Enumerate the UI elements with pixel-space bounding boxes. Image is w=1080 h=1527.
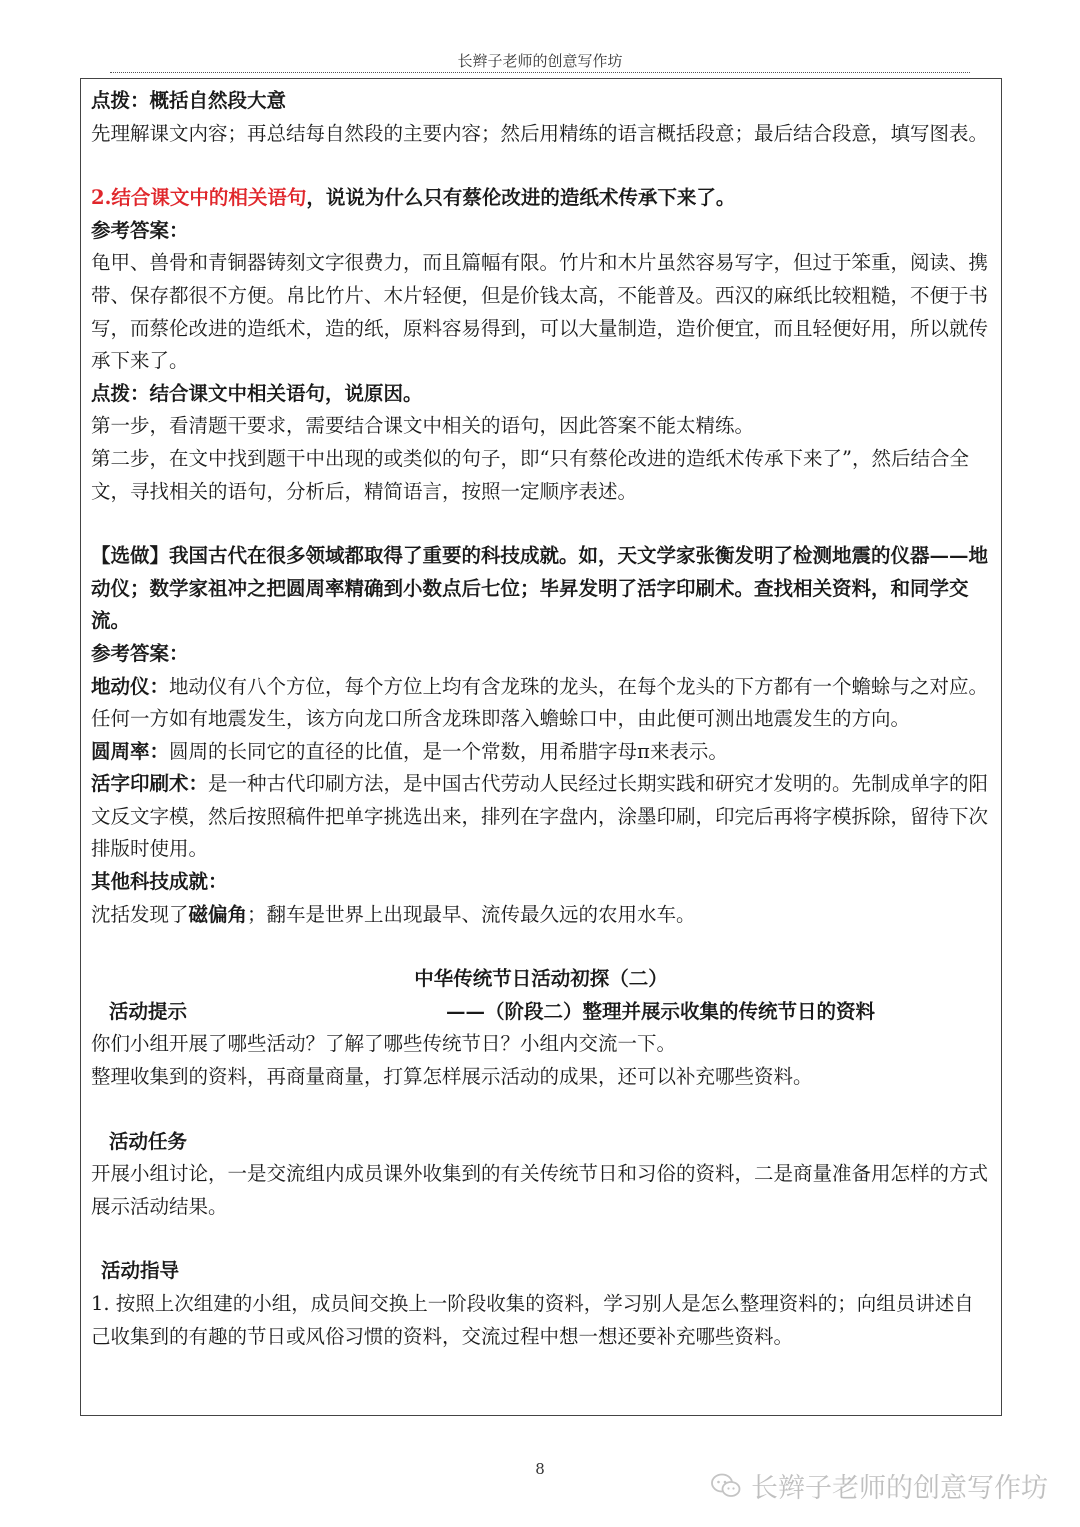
activity-tip-line-1: 你们小组开展了哪些活动？了解了哪些传统节日？小组内交流一下。	[91, 1032, 677, 1056]
spacer	[91, 1094, 991, 1126]
spacer	[91, 931, 991, 963]
hint-title: 结合课文中相关语句，说原因。	[149, 381, 423, 405]
watermark-text: 长辫子老师的创意写作坊	[751, 1473, 1048, 1504]
activity-tip-line-2: 整理收集到的资料，再商量商量，打算怎样展示活动的成果，还可以补充哪些资料。	[91, 1065, 813, 1089]
hint-label: 点拨：	[91, 381, 150, 405]
activity-guide-text: 1. 按照上次组建的小组，成员间交换上一阶段收集的资料，学习别人是怎么整理资料的；向组员讲述自己收集到的有趣的节日或风俗习惯的资料，交流过程中想一想还要补充哪些资料。	[91, 1292, 974, 1348]
activity-title: 中华传统节日活动初探（二）	[414, 967, 668, 991]
hint-step-1: 第一步，看清题干要求，需要结合课文中相关的语句，因此答案不能太精练。	[91, 414, 755, 438]
hint-step-2: 第二步，在文中找到题干中出现的或类似的句子，即“只有蔡伦改进的造纸术传承下来了”，然后结合全文，寻找相关的语句，分析后，精简语言，按照一定顺序表述。	[91, 446, 969, 503]
watermark	[711, 1466, 1048, 1505]
page-number: 8	[535, 1460, 545, 1478]
answer-text-2: 龟甲、兽骨和青铜器铸刻文字很费力，而且篇幅有限。竹片和木片虽然容易写字，但过于笨重，阅读、携带、保存都很不方便。帛比竹片、木片轻便，但是价钱太高，不能普及。西汉的麻纸比较粗糙，不便于书写，而蔡伦改进的造纸术，造的纸，原料容易得到，可以大量制造，造价便宜，而且轻便好用，所以就传承下来了。	[91, 251, 989, 373]
question-2	[91, 182, 991, 215]
activity-task-heading: 活动任务	[109, 1129, 188, 1153]
header-divider	[110, 72, 970, 73]
item-text: 地动仪有八个方位，每个方位上均有含龙珠的龙头，在每个龙头的下方都有一个蟾蜍与之对应。任何一方如有地震发生，该方向龙口所含龙珠即落入蟾蜍口中，由此便可测出地震发生的方向。	[91, 674, 989, 731]
content-frame	[80, 78, 1002, 1416]
answer-item-pi	[91, 736, 991, 769]
item-text: 是一种古代印刷方法，是中国古代劳动人民经过长期实践和研究才发明的。先制成单字的阳文反文字模，然后按照稿件把单字挑选出来，排列在字盘内，涂墨印刷，印完后再将字模拆除，留待下次排版时使用。	[91, 772, 989, 861]
activity-task-text: 开展小组讨论，一是交流组内成员课外收集到的有关传统节日和习俗的资料，二是商量准备用怎样的方式展示活动结果。	[91, 1162, 989, 1218]
other-pre: 沈括发现了	[91, 902, 189, 926]
answer-label-2: 参考答案：	[91, 218, 189, 242]
hint-title: 概括自然段大意	[149, 89, 287, 112]
question-2-highlight: 2.结合课文中的相关语句	[91, 186, 307, 210]
activity-tip-row	[91, 996, 991, 1029]
answer-item-printing	[91, 768, 991, 866]
item-label: 地动仪：	[91, 674, 170, 698]
other-bold: 磁偏角	[188, 902, 248, 926]
hint-heading-1	[91, 85, 991, 118]
hint-label: 点拨：	[91, 89, 150, 112]
question-2-rest: ，说说为什么只有蔡伦改进的造纸术传承下来了。	[306, 186, 736, 210]
page-header-title: 长辫子老师的创意写作坊	[457, 52, 623, 70]
answer-item-seismograph	[91, 671, 991, 736]
spacer	[91, 508, 991, 540]
hint-heading-2	[91, 378, 991, 411]
activity-tip-heading: 活动提示	[109, 999, 188, 1023]
activity-guide-heading: 活动指导	[101, 1259, 180, 1283]
item-label: 活字印刷术：	[91, 772, 209, 796]
spacer	[91, 1223, 991, 1255]
other-post: ；翻车是世界上出现最早、流传最久远的农用水车。	[247, 902, 696, 926]
spacer	[91, 150, 991, 182]
item-label: 圆周率：	[91, 739, 170, 763]
answer-label-3: 参考答案：	[91, 641, 189, 665]
hint-text-1: 先理解课文内容；再总结每自然段的主要内容；然后用精练的语言概括段意；最后结合段意，填写图表。	[91, 121, 989, 145]
other-achievements-text	[91, 899, 991, 932]
other-achievements-label: 其他科技成就：	[91, 870, 228, 894]
optional-question: 【选做】我国古代在很多领域都取得了重要的科技成就。如，天文学家张衡发明了检测地震的仪器——地动仪；数学家祖冲之把圆周率精确到小数点后七位；毕昇发明了活字印刷术。查找相关资料，和同学交流。	[91, 544, 989, 633]
activity-subtitle: ——（阶段二）整理并展示收集的传统节日的资料	[446, 999, 876, 1023]
wechat-icon	[711, 1473, 741, 1499]
item-text: 圆周的长同它的直径的比值，是一个常数，用希腊字母π来表示。	[169, 739, 728, 763]
